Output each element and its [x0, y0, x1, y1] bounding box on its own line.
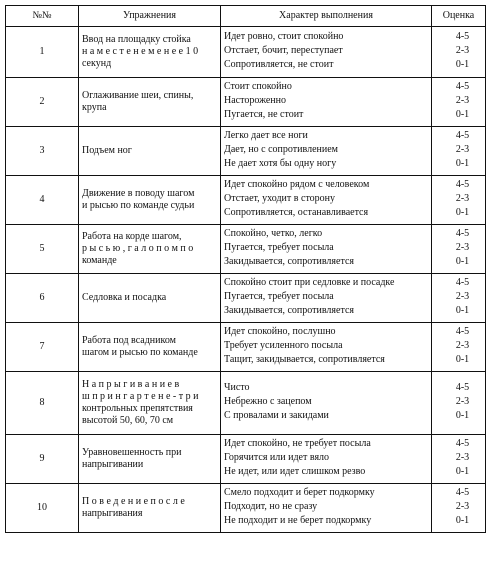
table-row [6, 127, 486, 176]
table-row [6, 225, 486, 274]
score-value: 2-3 [455, 144, 470, 155]
score-value: 0-1 [455, 158, 470, 169]
character-line: Чисто [224, 382, 250, 393]
character-line: Легко дает все ноги [224, 130, 308, 141]
character-line: Закидывается, сопротивляется [224, 305, 354, 316]
exercise-cell [79, 225, 221, 274]
row-number: 9 [6, 435, 79, 484]
header-row [6, 6, 486, 27]
exercise-text-line: Работа на корде шагом, [82, 231, 182, 242]
character-cell [221, 27, 432, 78]
score-value: 2-3 [455, 242, 470, 253]
row-number: 3 [6, 127, 79, 176]
character-line: Небрежно с зацепом [224, 396, 312, 407]
exercise-text-line: Уравновешенность при [82, 447, 182, 458]
exercise-text-line: Движение в поводу шагом [82, 188, 195, 199]
table-row [6, 484, 486, 533]
exercise-cell [79, 176, 221, 225]
score-value: 4-5 [455, 81, 470, 92]
score-value: 2-3 [455, 396, 470, 407]
score-value: 0-1 [455, 410, 470, 421]
exercise-text-line: команде [82, 255, 117, 266]
exercise-text-line: Подъем ног [82, 145, 132, 156]
table-row [6, 274, 486, 323]
exercise-text-line: Ввод на площадку стойка [82, 34, 191, 45]
score-cell [432, 435, 486, 484]
character-line: Смело подходит и берет подкормку [224, 487, 375, 498]
character-cell [221, 127, 432, 176]
table-body [6, 27, 486, 533]
character-line: Идет спокойно, послушно [224, 326, 336, 337]
score-value: 0-1 [455, 109, 470, 120]
score-cell [432, 27, 486, 78]
character-cell [221, 225, 432, 274]
character-line: Тащит, закидывается, сопротивляется [224, 354, 385, 365]
score-value: 4-5 [455, 487, 470, 498]
character-line: Спокойно, четко, легко [224, 228, 323, 239]
exercise-cell [79, 372, 221, 435]
character-cell [221, 274, 432, 323]
exercise-cell [79, 484, 221, 533]
character-line: Подходит, но не сразу [224, 501, 318, 512]
score-value: 4-5 [455, 326, 470, 337]
character-line: Идет ровно, стоит спокойно [224, 31, 344, 42]
character-line: Сопротивляется, останавливается [224, 207, 369, 218]
score-value: 2-3 [455, 501, 470, 512]
score-value: 0-1 [455, 256, 470, 267]
score-cell [432, 274, 486, 323]
score-cell [432, 225, 486, 274]
character-line: Горячится или идет вяло [224, 452, 330, 463]
evaluation-table [5, 5, 486, 533]
table-row [6, 78, 486, 127]
score-value: 4-5 [455, 31, 470, 42]
character-line: Идет спокойно рядом с человеком [224, 179, 370, 190]
score-cell [432, 78, 486, 127]
score-value: 4-5 [455, 179, 470, 190]
exercise-text-line: и рысью по команде судьи [82, 200, 195, 211]
exercise-text-line: шагом и рысью по команде [82, 347, 198, 358]
score-value: 4-5 [455, 382, 470, 393]
row-number: 7 [6, 323, 79, 372]
score-cell [432, 176, 486, 225]
header-exercise: Упражнения [79, 6, 221, 27]
character-line: Закидывается, сопротивляется [224, 256, 354, 267]
row-number: 1 [6, 27, 79, 78]
table-row [6, 27, 486, 78]
character-cell [221, 372, 432, 435]
score-cell [432, 127, 486, 176]
exercise-cell [79, 274, 221, 323]
character-line: Отстает, уходит в сторону [224, 193, 336, 204]
table-row [6, 435, 486, 484]
character-line: Не дает хотя бы одну ногу [224, 158, 337, 169]
exercise-text-line: напрыгивании [82, 459, 144, 470]
character-line: Пугается, требует посыла [224, 291, 334, 302]
character-line: Идет спокойно, не требует посыла [224, 438, 371, 449]
score-cell [432, 484, 486, 533]
character-line: С провалами и закидами [224, 410, 329, 421]
character-line: Требует усиленного посыла [224, 340, 343, 351]
exercise-text-line: высотой 50, 60, 70 см [82, 415, 174, 426]
table-row [6, 176, 486, 225]
exercise-text-line: Седловка и посадка [82, 292, 167, 303]
row-number: 10 [6, 484, 79, 533]
score-value: 0-1 [455, 354, 470, 365]
score-value: 4-5 [455, 130, 470, 141]
row-number: 2 [6, 78, 79, 127]
character-line: Спокойно стоит при седловке и посадке [224, 277, 395, 288]
exercise-text-line: напрыгивания [82, 508, 143, 519]
score-value: 2-3 [455, 193, 470, 204]
score-value: 2-3 [455, 95, 470, 106]
character-cell [221, 323, 432, 372]
score-value: 4-5 [455, 438, 470, 449]
exercise-cell [79, 127, 221, 176]
table-row [6, 323, 486, 372]
character-line: Пугается, не стоит [224, 109, 304, 120]
header-character: Характер выполнения [221, 6, 432, 27]
character-line: Стоит спокойно [224, 81, 292, 92]
score-value: 0-1 [455, 466, 470, 477]
row-number: 8 [6, 372, 79, 435]
score-value: 2-3 [455, 291, 470, 302]
exercise-text-line: р ы с ь ю , г а л о п о м п о [82, 243, 194, 254]
character-cell [221, 484, 432, 533]
table-row [6, 372, 486, 435]
score-value: 0-1 [455, 59, 470, 70]
exercise-text-line: Оглаживание шеи, спины, [82, 90, 194, 101]
character-line: Не подходит и не берет подкормку [224, 515, 372, 526]
row-number: 5 [6, 225, 79, 274]
character-line: Настороженно [224, 95, 287, 106]
character-line: Пугается, требует посыла [224, 242, 334, 253]
character-cell [221, 435, 432, 484]
exercise-text-line: Работа под всадником [82, 335, 176, 346]
exercise-text-line: секунд [82, 58, 112, 69]
character-cell [221, 78, 432, 127]
character-line: Сопротивляется, не стоит [224, 59, 334, 70]
character-line: Дает, но с сопротивлением [224, 144, 338, 155]
character-cell [221, 176, 432, 225]
score-value: 2-3 [455, 45, 470, 56]
score-cell [432, 372, 486, 435]
exercise-text-line: контрольных препятствия [82, 403, 193, 414]
exercise-cell [79, 435, 221, 484]
score-value: 4-5 [455, 228, 470, 239]
row-number: 4 [6, 176, 79, 225]
score-value: 0-1 [455, 305, 470, 316]
header-score: Оценка [432, 6, 486, 27]
score-value: 4-5 [455, 277, 470, 288]
exercise-cell [79, 27, 221, 78]
exercise-cell [79, 78, 221, 127]
header-num: №№ [6, 6, 79, 27]
exercise-text-line: П о в е д е н и е п о с л е [82, 496, 185, 507]
exercise-text-line: ш п р и н г а р т е н е - т р и [82, 391, 199, 402]
score-cell [432, 323, 486, 372]
score-value: 2-3 [455, 340, 470, 351]
character-line: Отстает, бочит, переступает [224, 45, 343, 56]
row-number: 6 [6, 274, 79, 323]
score-value: 2-3 [455, 452, 470, 463]
character-line: Не идет, или идет слишком резво [224, 466, 366, 477]
exercise-text-line: Н а п р ы г и в а н и е в [82, 379, 180, 390]
exercise-text-line: крупа [82, 102, 107, 113]
exercise-text-line: н а м е с т е н е м е н е е 1 0 [82, 46, 199, 57]
score-value: 0-1 [455, 515, 470, 526]
exercise-cell [79, 323, 221, 372]
score-value: 0-1 [455, 207, 470, 218]
